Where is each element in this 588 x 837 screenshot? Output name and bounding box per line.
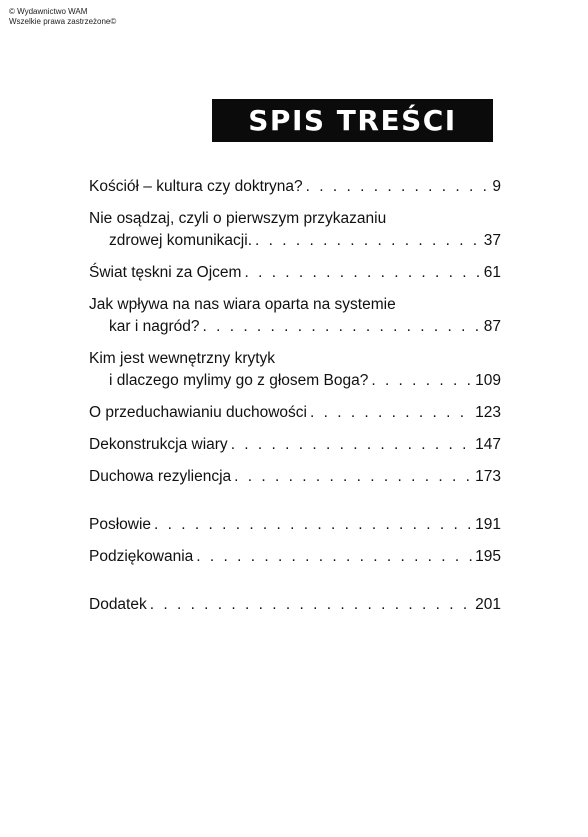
toc-page-number: 87	[483, 318, 501, 335]
toc-entry-title: Nie osądzaj, czyli o pierwszym przykazaniu	[89, 210, 387, 227]
page-title: SPIS TREŚCI	[248, 104, 457, 137]
toc-entry-title: Posłowie	[89, 516, 152, 533]
toc-page-number: 147	[475, 436, 501, 453]
dot-leader	[150, 594, 472, 616]
toc-entry[interactable]	[89, 546, 501, 568]
toc-entry-title: Duchowa rezyliencja	[89, 468, 232, 485]
toc-page-number: 201	[475, 596, 501, 613]
toc-entry-title-continuation: kar i nagród?	[109, 318, 200, 335]
toc-entry-title-continuation: zdrowej komunikacji.	[109, 232, 252, 249]
toc-entry-title: O przeduchawianiu duchowości	[89, 404, 307, 421]
dot-leader	[371, 370, 472, 392]
toc-entry-title: Świat tęskni za Ojcem	[89, 264, 242, 281]
table-of-contents	[89, 176, 501, 626]
dot-leader	[202, 316, 480, 338]
copyright-notice	[9, 7, 116, 27]
copyright-publisher: © Wydawnictwo WAM	[9, 7, 88, 16]
dot-leader	[310, 402, 472, 424]
dot-leader	[196, 546, 472, 568]
dot-leader	[244, 262, 480, 284]
dot-leader	[306, 176, 488, 198]
dot-leader	[231, 434, 472, 456]
toc-entry-title: Kim jest wewnętrzny krytyk	[89, 350, 276, 367]
toc-page-number: 195	[475, 548, 501, 565]
toc-entry-title-continuation: i dlaczego mylimy go z głosem Boga?	[109, 372, 369, 389]
copyright-rights: Wszelkie prawa zastrzeżone©	[9, 17, 117, 26]
toc-entry-title: Jak wpływa na nas wiara oparta na systemie	[89, 296, 396, 313]
dot-leader	[255, 230, 481, 252]
toc-page-number: 61	[483, 264, 501, 281]
toc-entry-title: Kościół – kultura czy doktryna?	[89, 178, 303, 195]
toc-page-number: 123	[475, 404, 501, 421]
toc-entry-title: Podziękowania	[89, 548, 194, 565]
toc-page-number: 109	[475, 372, 501, 389]
toc-page-number: 37	[483, 232, 501, 249]
page-title-box	[212, 99, 493, 142]
dot-leader	[154, 514, 472, 536]
toc-entry[interactable]	[89, 466, 501, 488]
toc-entry[interactable]	[89, 402, 501, 424]
toc-entry[interactable]	[89, 514, 501, 536]
toc-entry[interactable]	[89, 294, 501, 338]
toc-page-number: 191	[475, 516, 501, 533]
toc-entry[interactable]	[89, 348, 501, 392]
toc-entry-title: Dekonstrukcja wiary	[89, 436, 228, 453]
toc-page-number: 173	[475, 468, 501, 485]
toc-page-number: 9	[492, 178, 501, 195]
toc-entry[interactable]	[89, 176, 501, 198]
dot-leader	[234, 466, 472, 488]
toc-entry[interactable]	[89, 434, 501, 456]
toc-entry[interactable]	[89, 262, 501, 284]
toc-entry[interactable]	[89, 208, 501, 252]
toc-entry[interactable]	[89, 594, 501, 616]
toc-entry-title: Dodatek	[89, 596, 147, 613]
